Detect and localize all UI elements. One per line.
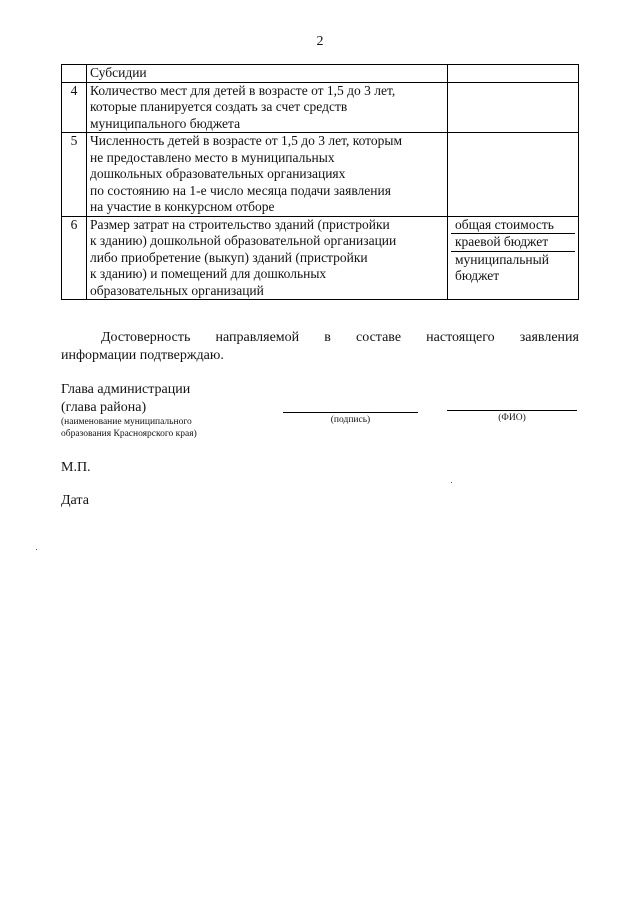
table-row: [62, 216, 579, 300]
table-row: [62, 82, 579, 133]
confirmation-word: составе: [356, 330, 402, 345]
row-number: 5: [62, 133, 87, 217]
row-description: Субсидии: [87, 65, 448, 83]
description-line: к зданию) дошкольной образовательной организации: [90, 233, 397, 248]
sub-cell-municipal-budget: муниципальный бюджет: [455, 251, 549, 283]
signature-label: (подпись): [330, 415, 371, 425]
confirmation-word: в: [324, 330, 331, 345]
confirmation-word: настоящего: [426, 330, 495, 345]
row-description: [87, 133, 448, 217]
confirmation-paragraph: [61, 329, 579, 365]
signatory-title-line: (глава района): [61, 400, 147, 415]
confirmation-word: Достоверность: [101, 330, 191, 345]
row-value-cell: [448, 65, 579, 83]
table-row: [62, 133, 579, 217]
description-line: Количество мест для детей в возрасте от 1,5 до 3 лет,: [90, 82, 396, 98]
signatory-note-line: (наименование муниципального: [61, 417, 192, 427]
description-line: Численность детей в возрасте от 1,5 до 3 лет, которым: [90, 133, 403, 148]
description-line: которые планируется создать за счет средств: [90, 99, 348, 114]
subsidy-table: [61, 64, 579, 300]
signatory-title-line: Глава администрации: [61, 382, 191, 397]
signatory-note: [61, 416, 197, 440]
sub-cell-total-cost: общая стоимость: [451, 217, 575, 235]
confirmation-word: направляемой: [215, 330, 300, 345]
confirmation-line: [61, 329, 579, 347]
confirmation-line: информации подтверждаю.: [61, 348, 224, 363]
confirmation-word: заявления: [519, 330, 579, 345]
row-description: [87, 216, 448, 300]
description-line: муниципального бюджета: [90, 115, 241, 131]
row-description: [87, 82, 448, 133]
description-line: к зданию) и помещений для дошкольных: [90, 266, 327, 281]
scan-speck: [36, 549, 37, 550]
signatory-note-line: образования Красноярского края): [61, 429, 197, 439]
description-line: дошкольных образовательных организациях: [90, 166, 346, 181]
description-line: на участие в конкурсном отборе: [90, 199, 275, 214]
description-line: либо приобретение (выкуп) зданий (пристройки: [90, 249, 368, 265]
date-label: Дата: [61, 493, 89, 508]
description-line: образовательных организаций: [90, 282, 264, 298]
description-line: не предоставлено место в муниципальных: [90, 149, 335, 165]
row-number: 6: [62, 216, 87, 300]
sub-cell-regional-budget: краевой бюджет: [451, 234, 575, 252]
fio-line: [447, 410, 577, 411]
row-number: [62, 65, 87, 83]
row-number: 4: [62, 82, 87, 133]
row-value-cell: [448, 133, 579, 217]
description-line: Размер затрат на строительство зданий (пристройки: [90, 216, 390, 232]
table-row: [62, 65, 579, 83]
seal-place-label: М.П.: [61, 460, 91, 475]
fio-label: (ФИО): [498, 413, 526, 423]
row-value-cell: [448, 82, 579, 133]
row-value-cell: [448, 216, 579, 300]
page-number: 2: [316, 34, 324, 49]
description-line: по состоянию на 1-е число месяца подачи заявления: [90, 182, 391, 198]
signatory-title: [61, 381, 190, 417]
scan-speck: [451, 482, 452, 483]
signature-line: [283, 412, 418, 413]
